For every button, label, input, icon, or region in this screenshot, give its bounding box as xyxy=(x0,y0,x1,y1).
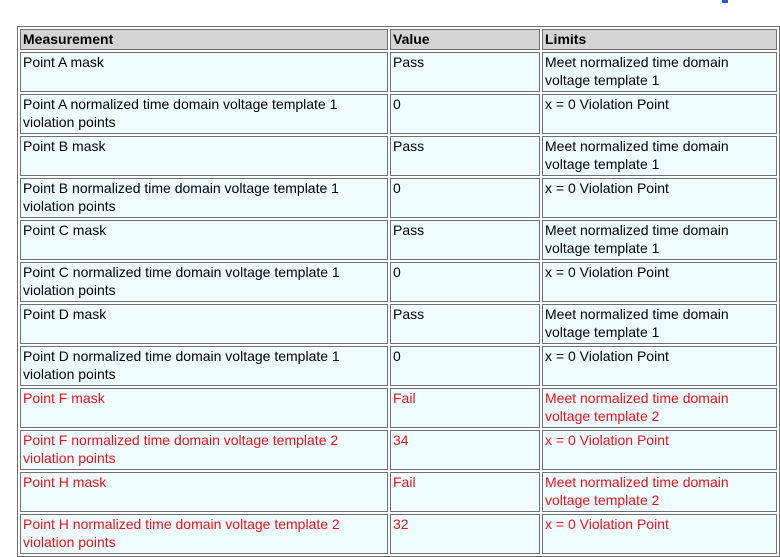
value-cell xyxy=(390,514,540,554)
value-cell xyxy=(390,136,540,176)
measurement-cell-line: Point B mask xyxy=(23,138,106,154)
measurement-cell xyxy=(20,136,388,176)
column-header-value: Value xyxy=(390,29,540,50)
limits-cell-line: x = 0 Violation Point xyxy=(545,96,669,112)
limits-cell xyxy=(542,472,777,512)
table-row xyxy=(20,388,777,428)
table-row xyxy=(20,52,777,92)
measurement-cell-line: violation points xyxy=(23,281,116,298)
table-row xyxy=(20,346,777,386)
table-row xyxy=(20,94,777,134)
corner-mark xyxy=(722,0,728,3)
measurement-cell-line: Point C mask xyxy=(23,222,107,238)
limits-cell-line: Meet normalized time domain xyxy=(545,474,729,490)
value-cell-text: 0 xyxy=(393,348,401,364)
limits-cell-line: voltage template 1 xyxy=(545,71,660,88)
limits-cell xyxy=(542,262,777,302)
value-cell-text: Pass xyxy=(393,138,425,154)
measurement-cell-line: Point F mask xyxy=(23,390,105,406)
value-cell-text: Pass xyxy=(393,306,425,322)
table-row xyxy=(20,178,777,218)
limits-cell-line: x = 0 Violation Point xyxy=(545,180,669,196)
value-cell-text: Pass xyxy=(393,222,425,238)
value-cell xyxy=(390,94,540,134)
measurement-cell xyxy=(20,94,388,134)
limits-cell-line: x = 0 Violation Point xyxy=(545,348,669,364)
table-row xyxy=(20,430,777,470)
measurement-cell-line: violation points xyxy=(23,113,116,130)
table-row xyxy=(20,472,777,512)
table-header-row xyxy=(20,29,777,50)
limits-cell xyxy=(542,346,777,386)
limits-cell xyxy=(542,304,777,344)
measurement-cell-line: Point A mask xyxy=(23,54,104,70)
measurement-cell xyxy=(20,514,388,554)
limits-cell xyxy=(542,388,777,428)
table-row xyxy=(20,262,777,302)
value-cell-text: 32 xyxy=(393,516,409,532)
value-cell xyxy=(390,472,540,512)
value-cell xyxy=(390,220,540,260)
table-row xyxy=(20,136,777,176)
measurement-cell xyxy=(20,472,388,512)
measurement-cell-line: violation points xyxy=(23,449,116,466)
measurement-results-table xyxy=(17,26,780,557)
measurement-cell-line: Point H normalized time domain voltage template 2 xyxy=(23,516,340,532)
limits-cell-line: voltage template 1 xyxy=(545,155,660,172)
limits-cell xyxy=(542,178,777,218)
measurement-cell-line: Point A normalized time domain voltage template 1 xyxy=(23,96,338,112)
limits-cell xyxy=(542,52,777,92)
limits-cell xyxy=(542,514,777,554)
value-cell-text: Fail xyxy=(393,474,416,490)
measurement-cell xyxy=(20,430,388,470)
value-cell xyxy=(390,304,540,344)
measurement-cell-line: Point H mask xyxy=(23,474,107,490)
table-body xyxy=(20,52,777,554)
limits-cell-line: Meet normalized time domain xyxy=(545,390,729,406)
limits-cell-line: voltage template 1 xyxy=(545,239,660,256)
measurement-cell-line: violation points xyxy=(23,197,116,214)
limits-cell-line: x = 0 Violation Point xyxy=(545,264,669,280)
value-cell xyxy=(390,262,540,302)
value-cell-text: 34 xyxy=(393,432,409,448)
column-header-limits: Limits xyxy=(542,29,777,50)
limits-cell xyxy=(542,94,777,134)
measurement-cell xyxy=(20,304,388,344)
measurement-cell xyxy=(20,220,388,260)
limits-cell-line: x = 0 Violation Point xyxy=(545,516,669,532)
table-row xyxy=(20,220,777,260)
limits-cell-line: Meet normalized time domain xyxy=(545,138,729,154)
value-cell xyxy=(390,346,540,386)
measurement-cell xyxy=(20,262,388,302)
measurement-cell-line: violation points xyxy=(23,365,116,382)
table-row xyxy=(20,514,777,554)
limits-cell-line: x = 0 Violation Point xyxy=(545,432,669,448)
measurement-cell xyxy=(20,178,388,218)
value-cell-text: 0 xyxy=(393,180,401,196)
measurement-cell xyxy=(20,346,388,386)
measurement-cell-line: Point B normalized time domain voltage template 1 xyxy=(23,180,339,196)
measurement-cell xyxy=(20,388,388,428)
limits-cell-line: voltage template 2 xyxy=(545,491,660,508)
measurement-cell-line: violation points xyxy=(23,533,116,550)
measurement-cell-line: Point F normalized time domain voltage template 2 xyxy=(23,432,339,448)
measurement-cell-line: Point D normalized time domain voltage template 1 xyxy=(23,348,340,364)
value-cell-text: 0 xyxy=(393,264,401,280)
limits-cell xyxy=(542,220,777,260)
limits-cell-line: Meet normalized time domain xyxy=(545,306,729,322)
table-row xyxy=(20,304,777,344)
measurement-cell-line: Point C normalized time domain voltage template 1 xyxy=(23,264,340,280)
measurement-cell-line: Point D mask xyxy=(23,306,107,322)
limits-cell xyxy=(542,136,777,176)
value-cell-text: Pass xyxy=(393,54,425,70)
value-cell xyxy=(390,52,540,92)
limits-cell-line: voltage template 1 xyxy=(545,323,660,340)
column-header-measurement: Measurement xyxy=(20,29,388,50)
limits-cell xyxy=(542,430,777,470)
limits-cell-line: voltage template 2 xyxy=(545,407,660,424)
value-cell xyxy=(390,388,540,428)
value-cell-text: 0 xyxy=(393,96,401,112)
measurement-cell xyxy=(20,52,388,92)
value-cell xyxy=(390,178,540,218)
limits-cell-line: Meet normalized time domain xyxy=(545,54,729,70)
value-cell-text: Fail xyxy=(393,390,416,406)
limits-cell-line: Meet normalized time domain xyxy=(545,222,729,238)
value-cell xyxy=(390,430,540,470)
